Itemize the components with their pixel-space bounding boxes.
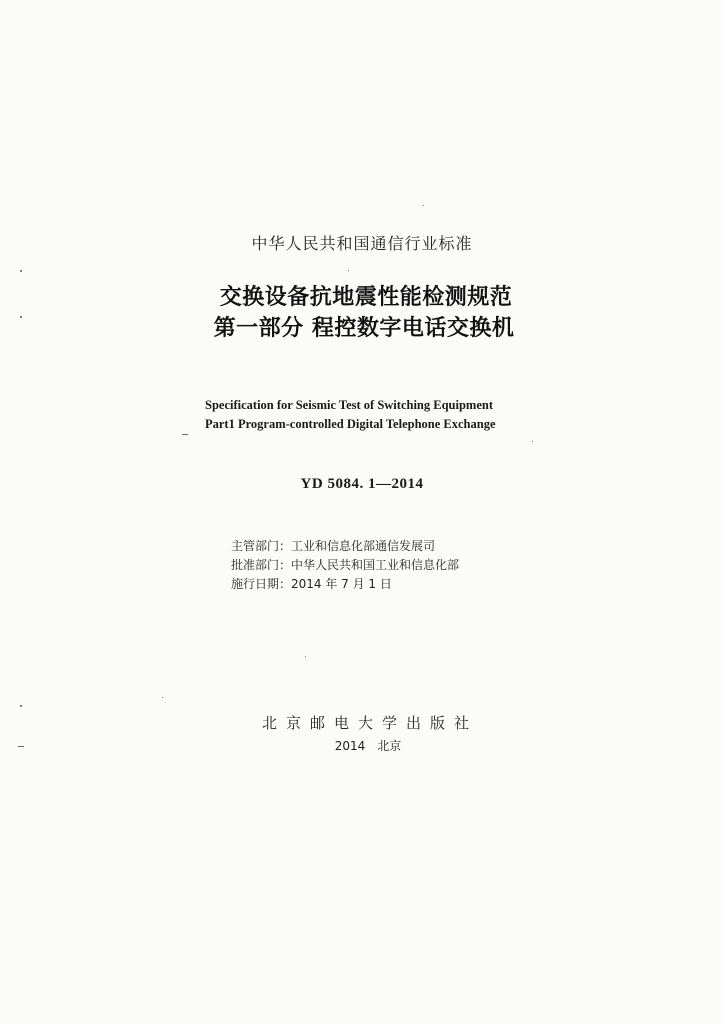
standard-code: YD 5084. 1—2014	[300, 476, 424, 492]
scan-speck	[423, 205, 424, 206]
effective-date: 施行日期：2014 年 7 月 1 日	[231, 577, 392, 591]
scan-speck	[532, 441, 533, 442]
publication-year-place: 2014 北京	[334, 739, 402, 753]
competent-authority: 主管部门：工业和信息化部通信发展司	[231, 539, 436, 553]
chinese-title-line-1: 交换设备抗地震性能检测规范	[219, 285, 513, 310]
scan-speck	[20, 705, 22, 707]
chinese-title-line-2: 第一部分 程控数字电话交换机	[213, 316, 515, 341]
scan-mark	[182, 434, 188, 435]
approval-authority: 批准部门：中华人民共和国工业和信息化部	[231, 558, 460, 572]
scan-speck	[162, 697, 163, 698]
standard-category: 中华人民共和国通信行业标准	[251, 234, 473, 253]
scan-speck	[348, 270, 349, 271]
english-title-line-2: Part1 Program-controlled Digital Telephone Exchange	[205, 417, 496, 431]
scan-speck	[20, 270, 22, 272]
scan-mark	[18, 746, 24, 747]
scan-speck	[305, 656, 306, 657]
english-title-line-1: Specification for Seismic Test of Switching Equipment	[205, 398, 493, 412]
scan-speck	[20, 316, 22, 318]
publisher-name: 北京邮电大学出版社	[261, 714, 478, 732]
